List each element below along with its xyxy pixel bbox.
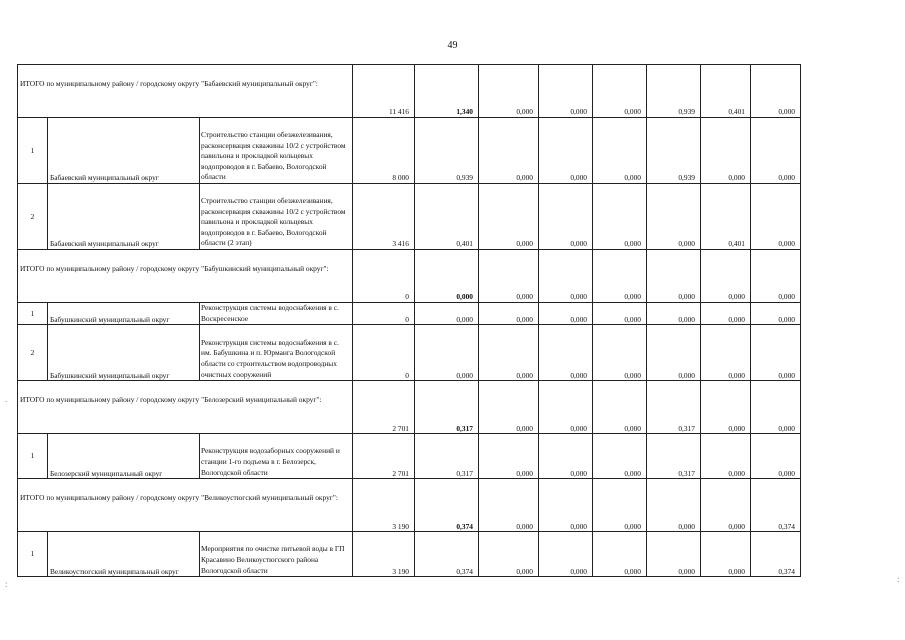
- value-cell: 0,000: [751, 250, 801, 303]
- value-cell: 0,000: [593, 479, 647, 532]
- value-cell: 0,000: [593, 250, 647, 303]
- value-cell: 0,000: [701, 479, 751, 532]
- value-cell: 0,000: [701, 118, 751, 184]
- value-cell: 0,000: [593, 434, 647, 479]
- project-description: Строительство станции обезжелезивания, расконсервация скважины 10/2 с устройством павильона и прокладкой кольцевых водопроводов в г. Бабаево, Вологодской области (2 этап): [200, 184, 353, 250]
- row-index: 1: [18, 303, 48, 325]
- edge-mark: .: [5, 394, 8, 404]
- value-cell: 0,000: [751, 325, 801, 381]
- value-cell: 0,000: [593, 381, 647, 434]
- total-cost-cell: 2 701: [353, 434, 415, 479]
- row-index: 1: [18, 434, 48, 479]
- value-cell: 0,374: [415, 479, 479, 532]
- value-cell: 0,000: [539, 65, 593, 118]
- municipality-name: Белозерский муниципальный округ: [48, 434, 200, 479]
- value-cell: 0,000: [593, 532, 647, 577]
- value-cell: 0,000: [479, 532, 539, 577]
- municipality-name: Бабаевский муниципальный округ: [48, 184, 200, 250]
- value-cell: 0,939: [647, 118, 701, 184]
- item-row: [18, 184, 801, 250]
- item-row: [18, 118, 801, 184]
- total-row: [18, 65, 801, 118]
- value-cell: 0,000: [647, 250, 701, 303]
- total-row: [18, 479, 801, 532]
- value-cell: 0,000: [479, 250, 539, 303]
- value-cell: 0,000: [647, 303, 701, 325]
- value-cell: 0,000: [479, 65, 539, 118]
- edge-mark: :: [5, 579, 8, 589]
- municipality-name: Бабушкинский муниципальный округ: [48, 325, 200, 381]
- value-cell: 0,000: [479, 434, 539, 479]
- value-cell: 0,000: [539, 532, 593, 577]
- value-cell: 0,317: [647, 381, 701, 434]
- value-cell: 0,317: [647, 434, 701, 479]
- value-cell: 0,000: [539, 118, 593, 184]
- item-row: [18, 303, 801, 325]
- value-cell: 0,000: [701, 325, 751, 381]
- value-cell: 0,000: [539, 434, 593, 479]
- value-cell: 0,401: [701, 184, 751, 250]
- value-cell: 0,000: [479, 381, 539, 434]
- value-cell: 0,939: [647, 65, 701, 118]
- total-label: ИТОГО по муниципальному району / городскому округу "Бабаевский муниципальный округ":: [18, 65, 353, 118]
- value-cell: 0,000: [751, 184, 801, 250]
- total-cost-cell: 0: [353, 250, 415, 303]
- value-cell: 0,000: [539, 325, 593, 381]
- value-cell: 0,401: [415, 184, 479, 250]
- value-cell: 0,000: [647, 532, 701, 577]
- value-cell: 0,000: [539, 250, 593, 303]
- project-description: Мероприятия по очистке питьевой воды в ГП Красавино Великоустюгского района Вологодской области: [200, 532, 353, 577]
- total-cost-cell: 2 701: [353, 381, 415, 434]
- value-cell: 0,000: [593, 65, 647, 118]
- value-cell: 0,000: [701, 381, 751, 434]
- total-cost-cell: 3 416: [353, 184, 415, 250]
- value-cell: 0,000: [593, 184, 647, 250]
- value-cell: 0,401: [701, 65, 751, 118]
- row-index: 1: [18, 118, 48, 184]
- project-description: Реконструкция системы водоснабжения в с. им. Бабушкина и п. Юрманга Вологодской области со строительством водопроводных очистных сооружений: [200, 325, 353, 381]
- value-cell: 0,317: [415, 434, 479, 479]
- edge-mark: :: [897, 574, 900, 584]
- value-cell: 0,374: [415, 532, 479, 577]
- row-index: 1: [18, 532, 48, 577]
- value-cell: 0,000: [701, 303, 751, 325]
- value-cell: 0,000: [751, 381, 801, 434]
- value-cell: 0,000: [539, 479, 593, 532]
- total-cost-cell: 3 190: [353, 532, 415, 577]
- municipality-name: Бабушкинский муниципальный округ: [48, 303, 200, 325]
- page-number: 49: [447, 40, 458, 51]
- municipality-name: Великоустюгский муниципальный округ: [48, 532, 200, 577]
- value-cell: 0,000: [751, 118, 801, 184]
- value-cell: 0,374: [751, 479, 801, 532]
- value-cell: 0,000: [479, 479, 539, 532]
- value-cell: 0,000: [479, 184, 539, 250]
- value-cell: 0,000: [701, 250, 751, 303]
- value-cell: 0,000: [647, 325, 701, 381]
- value-cell: 0,000: [479, 325, 539, 381]
- total-cost-cell: 0: [353, 303, 415, 325]
- total-row: [18, 250, 801, 303]
- value-cell: 0,000: [593, 118, 647, 184]
- value-cell: 0,000: [539, 381, 593, 434]
- value-cell: 0,000: [701, 434, 751, 479]
- item-row: [18, 532, 801, 577]
- item-row: [18, 325, 801, 381]
- value-cell: 0,000: [539, 184, 593, 250]
- value-cell: 0,000: [751, 434, 801, 479]
- project-description: Реконструкция водозаборных сооружений и станции 1-го подъема в г. Белозерск, Вологодской области: [200, 434, 353, 479]
- value-cell: 0,000: [647, 184, 701, 250]
- total-label: ИТОГО по муниципальному району / городскому округу "Бабушкинский муниципальный округ":: [18, 250, 353, 303]
- row-index: 2: [18, 325, 48, 381]
- total-label: ИТОГО по муниципальному району / городскому округу "Белозерский муниципальный округ":: [18, 381, 353, 434]
- value-cell: 1,340: [415, 65, 479, 118]
- value-cell: 0,000: [415, 250, 479, 303]
- value-cell: 0,000: [539, 303, 593, 325]
- value-cell: 0,000: [479, 303, 539, 325]
- value-cell: 0,317: [415, 381, 479, 434]
- value-cell: 0,000: [479, 118, 539, 184]
- value-cell: 0,000: [751, 65, 801, 118]
- value-cell: 0,000: [701, 532, 751, 577]
- total-cost-cell: 11 416: [353, 65, 415, 118]
- value-cell: 0,000: [751, 303, 801, 325]
- budget-table: [17, 64, 801, 577]
- total-label: ИТОГО по муниципальному району / городскому округу "Великоустюгский муниципальный округ":: [18, 479, 353, 532]
- value-cell: 0,000: [647, 479, 701, 532]
- value-cell: 0,000: [415, 325, 479, 381]
- total-cost-cell: 8 000: [353, 118, 415, 184]
- total-cost-cell: 0: [353, 325, 415, 381]
- project-description: Строительство станции обезжелезивания, расконсервация скважины 10/2 с устройством павильона и прокладкой кольцевых водопроводов в г. Бабаево, Вологодской области: [200, 118, 353, 184]
- row-index: 2: [18, 184, 48, 250]
- value-cell: 0,000: [415, 303, 479, 325]
- total-cost-cell: 3 190: [353, 479, 415, 532]
- value-cell: 0,939: [415, 118, 479, 184]
- project-description: Реконструкция системы водоснабжения в с. Воскресенское: [200, 303, 353, 325]
- value-cell: 0,000: [593, 303, 647, 325]
- total-row: [18, 381, 801, 434]
- value-cell: 0,000: [593, 325, 647, 381]
- municipality-name: Бабаевский муниципальный округ: [48, 118, 200, 184]
- value-cell: 0,374: [751, 532, 801, 577]
- item-row: [18, 434, 801, 479]
